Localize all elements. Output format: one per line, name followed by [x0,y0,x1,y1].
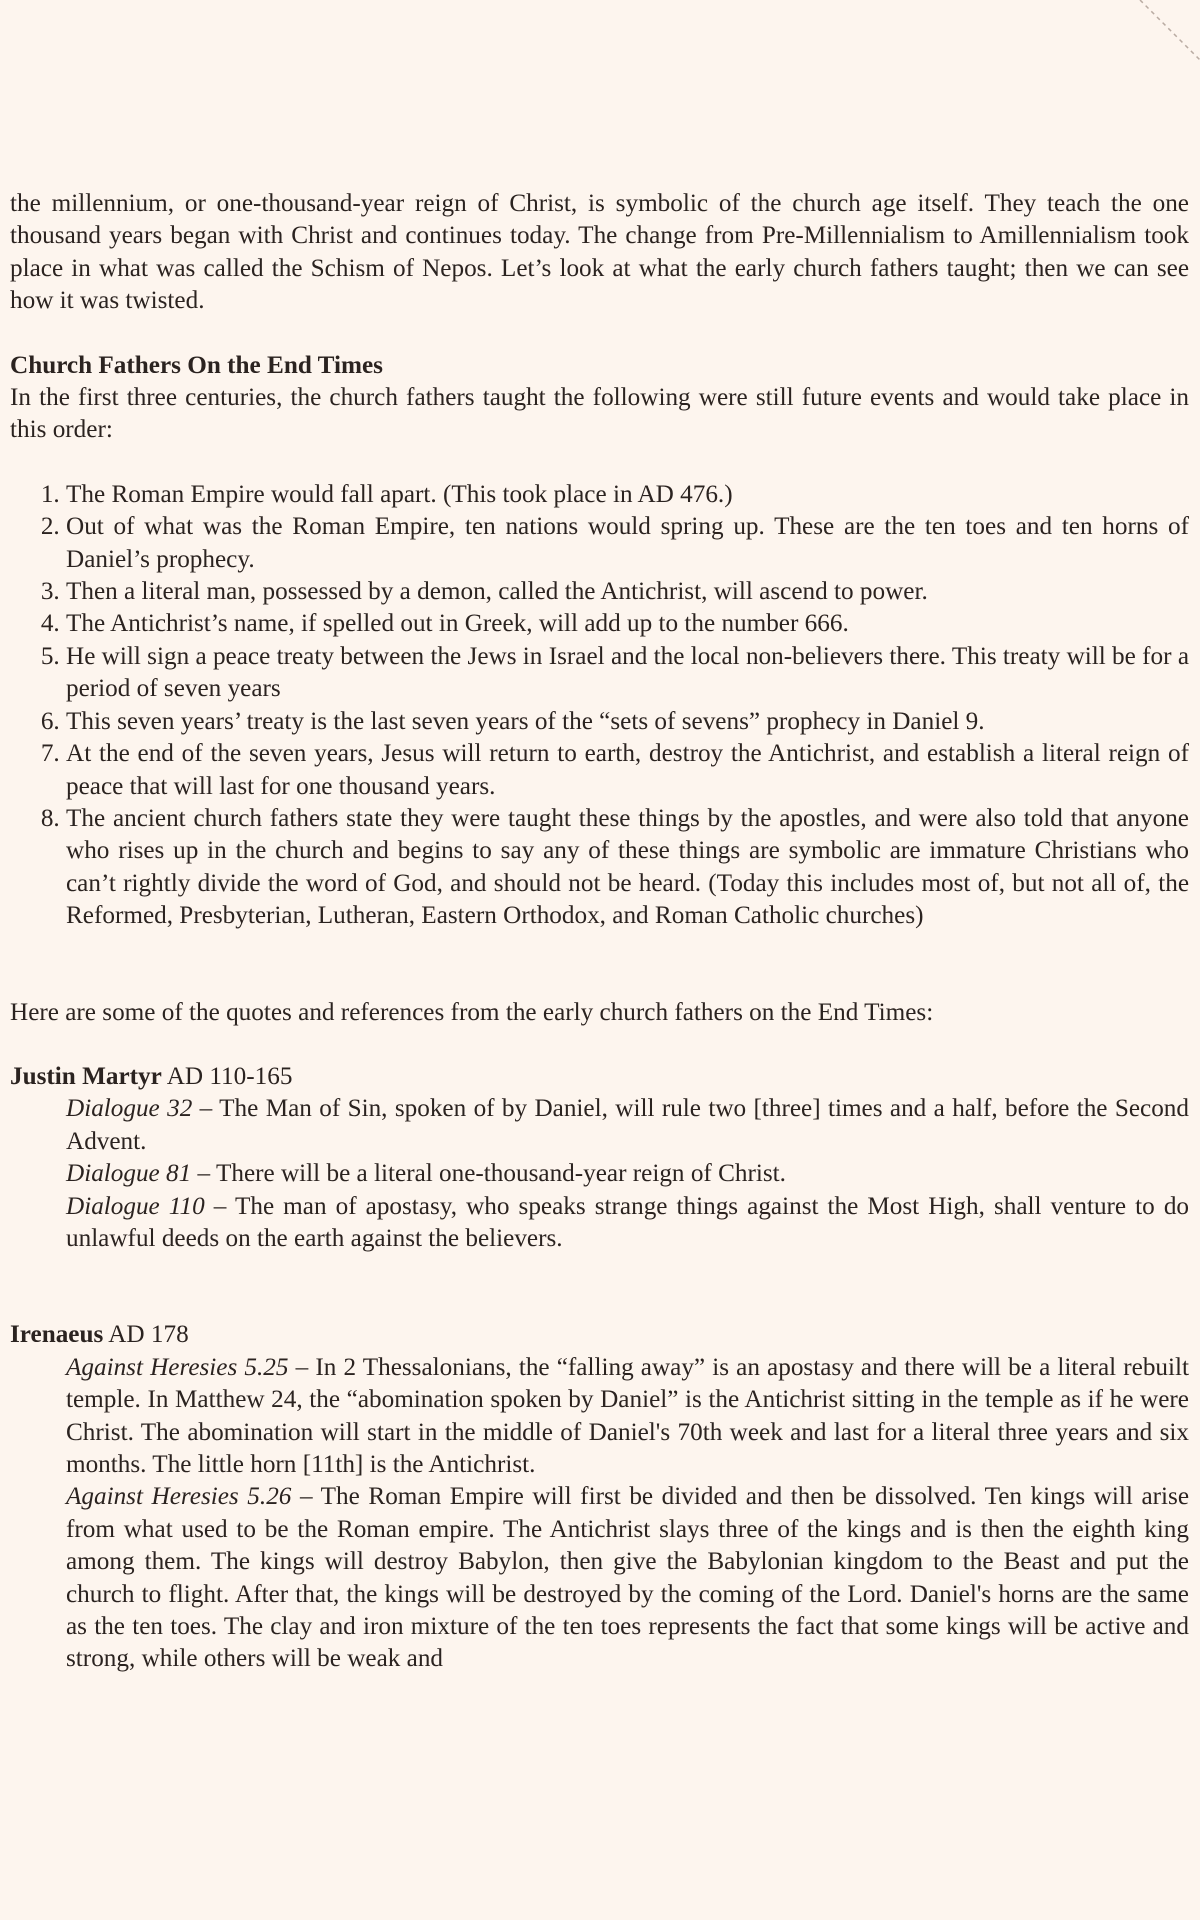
quote-reference: Dialogue 32 [66,1095,193,1123]
quote-text: – In 2 Thessalonians, the “falling away” is an apostasy and there will be a literal rebuilt temple. In Matthew 24, the “abomination spoken by Daniel” is the Antichrist sitting in the temple as if he were Christ. The abomination will start in the middle of Daniel's 70th week and last for a literal three years and six months. The little horn [11th] is the Antichrist. [66,1353,1189,1478]
section-heading: Church Fathers On the End Times [10,351,383,379]
list-item: 3. Then a literal man, possessed by a demon, called the Antichrist, will ascend to power. [66,576,1189,608]
quote-entry [10,1481,1189,1675]
father-name: Irenaeus [10,1321,104,1349]
list-item: 2. Out of what was the Roman Empire, ten nations would spring up. These are the ten toes and ten horns of Daniel’s prophecy. [66,511,1189,576]
quote-reference: Dialogue 110 [66,1192,205,1220]
father-name: Justin Martyr [10,1062,162,1090]
quote-text: – The man of apostasy, who speaks strange things against the Most High, shall venture to do unlawful deeds on the earth against the believers. [66,1192,1190,1252]
list-item: 7. At the end of the seven years, Jesus will return to earth, destroy the Antichrist, and establish a literal reign of peace that will last for one thousand years. [66,738,1189,803]
quote-entry [10,1158,1189,1190]
list-item: 5. He will sign a peace treaty between the Jews in Israel and the local non-believers there. This treaty will be for a period of seven years [66,641,1189,706]
list-item: 8. The ancient church fathers state they were taught these things by the apostles, and were also told that anyone who rises up in the church and begins to say any of these things are symbolic are immature Christians who can’t rightly divide the word of God, and should not be heard. (Today this includes most of, but not all of, the Reformed, Presbyterian, Lutheran, Eastern Orthodox, and Roman Catholic churches) [66,803,1189,933]
quote-entry [10,1352,1189,1482]
quote-reference: Against Heresies 5.25 [66,1353,289,1381]
list-item: 4. The Antichrist’s name, if spelled out in Greek, will add up to the number 666. [66,608,1189,640]
father-dates: AD 110-165 [161,1062,293,1090]
father-irenaeus [10,1319,1189,1351]
quote-text: – The Roman Empire will first be divided and then be dissolved. Ten kings will arise from what used to be the Roman empire. The Antichrist slays three of the kings and is then the eighth king among them. The kings will destroy Babylon, then give the Babylonian kingdom to the Beast and put the church to flight. After that, the kings will be destroyed by the coming of the Lord. Daniel's horns are the same as the ten toes. The clay and iron mixture of the ten toes represents the fact that some kings will be active and strong, while others will be weak and [66,1483,1189,1673]
page-fold-decoration [1130,0,1200,70]
quote-entry [10,1093,1189,1158]
quote-reference: Dialogue 81 [66,1160,192,1188]
quote-text: – There will be a literal one-thousand-year reign of Christ. [191,1160,786,1188]
father-dates: AD 178 [103,1321,189,1349]
document-page [10,188,1189,1676]
section-lead: In the first three centuries, the church fathers taught the following were still future events and would take place in this order: [10,384,1189,444]
intro-paragraph: the millennium, or one-thousand-year reign of Christ, is symbolic of the church age itself. They teach the one thousand years began with Christ and continues today. The change from Pre-Millennialism to Amillennialism took place in what was called the Schism of Nepos. Let’s look at what the early church fathers taught; then we can see how it was twisted. [10,190,1189,315]
quote-text: – The Man of Sin, spoken of by Daniel, will rule two [three] times and a half, before the Second Advent. [66,1095,1189,1155]
quote-reference: Against Heresies 5.26 [66,1483,292,1511]
list-item: 6. This seven years’ treaty is the last seven years of the “sets of sevens” prophecy in Daniel 9. [66,706,1189,738]
quote-entry [10,1191,1189,1256]
father-justin-martyr [10,1061,1189,1093]
end-times-list [10,479,1189,933]
list-item: 1. The Roman Empire would fall apart. (This took place in AD 476.) [66,479,1189,511]
quotes-intro: Here are some of the quotes and references from the early church fathers on the End Times: [10,998,934,1026]
